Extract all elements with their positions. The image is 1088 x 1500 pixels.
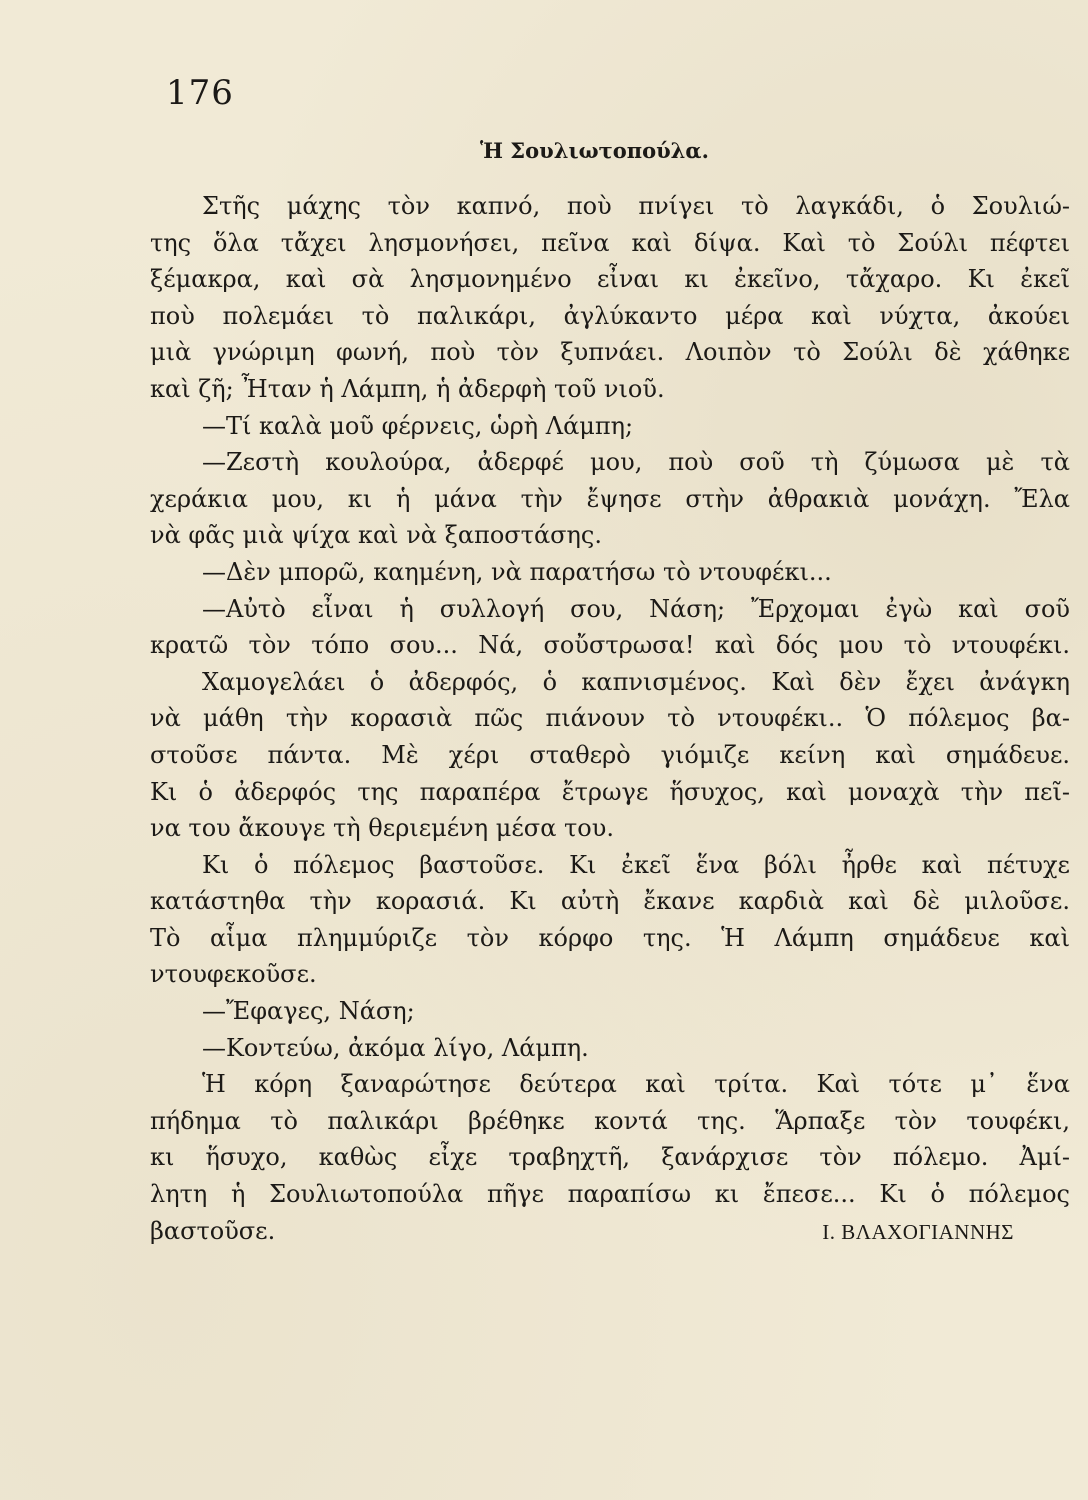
text-line: κι ἥσυχο, καθὼς εἶχε τραβηχτῆ, ξανάρχισε τὸν πόλεμο. Ἀμί- [150,1143,1070,1172]
author-signature: Ι. ΒΛΑΧΟΓΙΑΝΝΗΣ [822,1219,1014,1244]
text-line: λητη ἡ Σουλιωτοπούλα πῆγε παραπίσω κι ἔπεσε... Κι ὁ πόλεμος [150,1180,1070,1209]
story-text [150,188,1070,1249]
text-line: χεράκια μου, κι ἡ μάνα τὴν ἔψησε στὴν ἀθρακιὰ μονάχη. Ἔλα [150,484,1070,513]
story-title: Ἡ Σουλιωτοπούλα. [480,138,709,163]
text-line: —Κοντεύω, ἀκόμα λίγο, Λάμπη. [202,1033,589,1062]
text-line: ξέμακρα, καὶ σὰ λησμονημένο εἶναι κι ἐκεῖνο, τἄχαρο. Κι ἐκεῖ [150,265,1070,294]
text-line: Κι ὁ ἀδερφός της παραπέρα ἔτρωγε ἥσυχος, καὶ μοναχὰ τὴν πεῖ- [150,777,1070,806]
text-line: στοῦσε πάντα. Μὲ χέρι σταθερὸ γιόμιζε κείνη καὶ σημάδευε. [150,740,1070,769]
text-line: να του ἄκουγε τὴ θεριεμένη μέσα του. [150,814,614,843]
text-line: —Δὲν μπορῶ, καημένη, νὰ παρατήσω τὸ ντουφέκι... [202,557,832,586]
text-line: κρατῶ τὸν τόπο σου... Νά, σοὔστρωσα! καὶ δός μου τὸ ντουφέκι. [150,631,1070,660]
text-line: —Ζεστὴ κουλούρα, ἀδερφέ μου, ποὺ σοῦ τὴ ζύμωσα μὲ τὰ [202,448,1070,477]
text-line: Ἡ κόρη ξαναρώτησε δεύτερα καὶ τρίτα. Καὶ τότε μ᾽ ἕνα [202,1070,1070,1099]
text-line: —Ἔφαγες, Νάση; [202,997,415,1026]
text-line: Χαμογελάει ὁ ἀδερφός, ὁ καπνισμένος. Καὶ δὲν ἔχει ἀνάγκη [202,667,1070,696]
text-line: κατάστηθα τὴν κορασιά. Κι αὐτὴ ἔκανε καρδιὰ καὶ δὲ μιλοῦσε. [150,887,1070,916]
text-line: νὰ μάθη τὴν κορασιὰ πῶς πιάνουν τὸ ντουφέκι.. Ὁ πόλεμος βα- [150,704,1070,733]
text-line: της ὅλα τἄχει λησμονήσει, πεῖνα καὶ δίψα. Καὶ τὸ Σούλι πέφτει [150,228,1070,257]
text-line: μιὰ γνώριμη φωνή, ποὺ τὸν ξυπνάει. Λοιπὸν τὸ Σούλι δὲ χάθηκε [150,338,1070,367]
closing-line [150,1213,1070,1250]
text-line: ποὺ πολεμάει τὸ παλικάρι, ἀγλύκαντο μέρα καὶ νύχτα, ἀκούει [150,301,1070,330]
text-line: —Αὐτὸ εἶναι ἡ συλλογή σου, Νάση; Ἔρχομαι ἐγὼ καὶ σοῦ [202,594,1070,623]
text-line: πήδημα τὸ παλικάρι βρέθηκε κοντά της. Ἅρπαξε τὸν τουφέκι, [150,1106,1070,1135]
text-line: —Τί καλὰ μοῦ φέρνεις, ὡρὴ Λάμπη; [202,411,634,440]
text-line: ντουφεκοῦσε. [150,960,317,989]
text-line: βαστοῦσε. [150,1216,276,1245]
text-line: Στῆς μάχης τὸν καπνό, ποὺ πνίγει τὸ λαγκάδι, ὁ Σουλιώ- [202,192,1070,220]
text-line: Κι ὁ πόλεμος βαστοῦσε. Κι ἐκεῖ ἕνα βόλι ἦρθε καὶ πέτυχε [202,850,1070,879]
text-line: νὰ φᾶς μιὰ ψίχα καὶ νὰ ξαποστάσης. [150,521,602,550]
page-number: 176 [166,73,234,113]
text-line: Τὸ αἷμα πλημμύριζε τὸν κόρφο της. Ἡ Λάμπη σημάδευε καὶ [150,923,1070,952]
text-line: καὶ ζῆ; Ἦταν ἡ Λάμπη, ἡ ἀδερφὴ τοῦ νιοῦ. [150,374,665,403]
